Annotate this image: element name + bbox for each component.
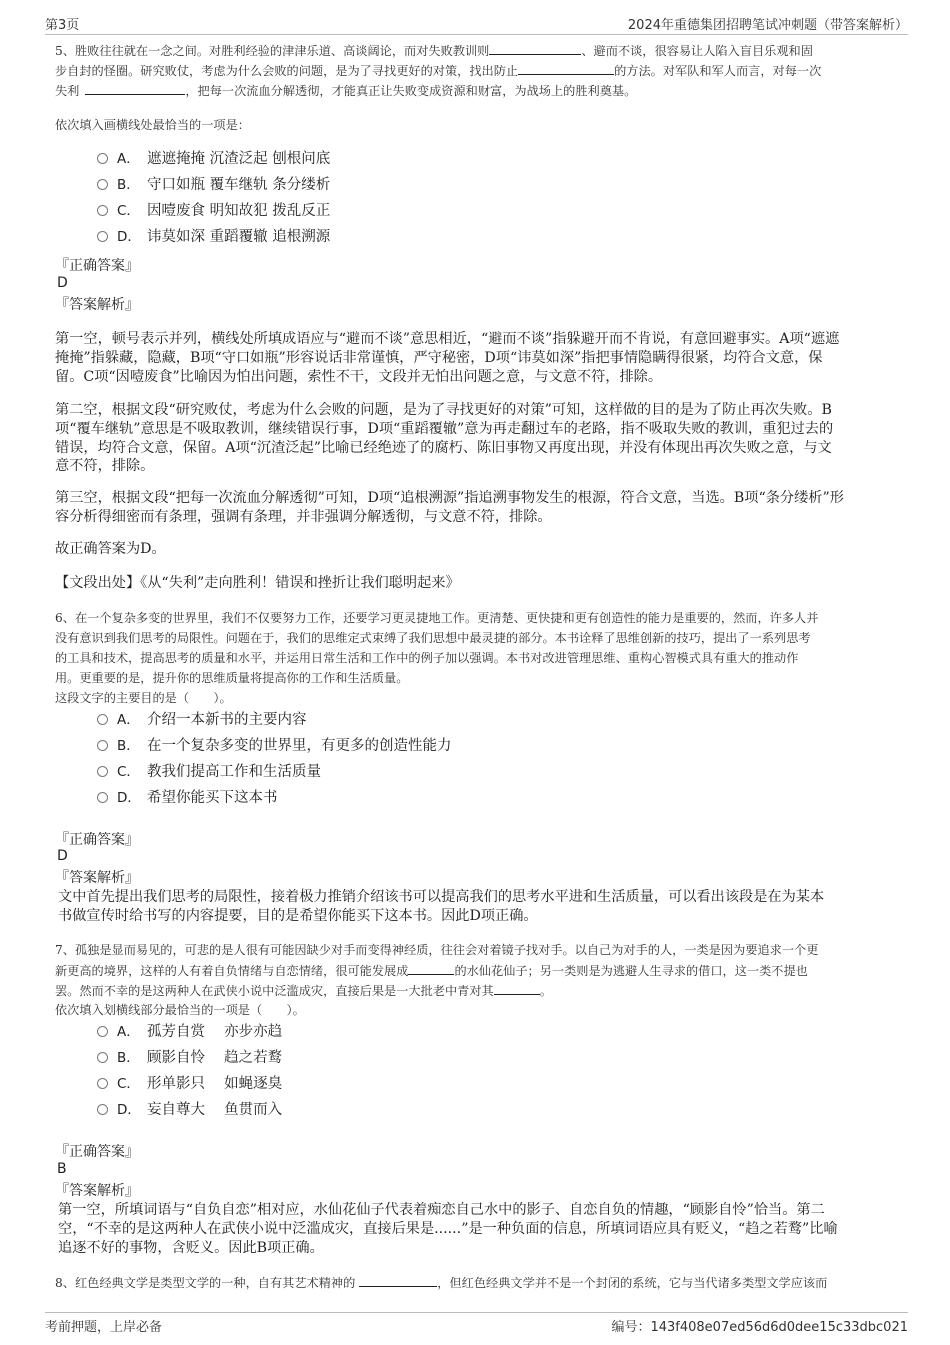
radio-icon[interactable] (97, 792, 108, 803)
q6-stem-line-3: 的工具和技术，提高思考的质量和水平，并运用日常生活和工作中的例子加以强调。本书对改进管理思维、重构心智模式具有重大的推动作 (55, 651, 799, 665)
q6-option-a[interactable]: A． 介绍一本新书的主要内容 (97, 710, 307, 730)
q6-stem-line-1: 6、在一个复杂多变的世界里，我们不仅要努力工作，还要学习更灵捷地工作。更清楚、更快捷和更有创造性的能力是重要的，然而，许多人并 (55, 611, 819, 625)
q5-analysis-para2-line1: 第二空，根据文段“研究败仗，考虑为什么会败的问题，是为了寻找更好的对策”可知，这样做的目的是为了防止再次失败。B (55, 402, 832, 418)
radio-icon[interactable] (97, 179, 108, 190)
q5-answer: D (57, 275, 68, 291)
q7-blank-1 (408, 960, 454, 975)
q7-option-a[interactable]: A． 孤芳自赏 亦步亦趋 (97, 1022, 282, 1042)
radio-icon[interactable] (97, 1104, 108, 1115)
q5-analysis-para2-line3: 错误，均符合文意，保留。A项“沉渣泛起”比喻已经绝迹了的腐朽、陈旧事物又再度出现，并没有体现出再次失败之意，与文 (55, 440, 832, 456)
radio-icon[interactable] (97, 231, 108, 242)
q5-analysis-para3-line1: 第三空，根据文段“把每一次流血分解透彻”可知，D项“追根溯源”指追溯事物发生的根源，符合文意，当选。B项“条分缕析”形 (55, 490, 844, 506)
radio-icon[interactable] (97, 205, 108, 216)
q5-analysis-para2-line2: 项“覆车继轨”意思是不吸取教训，继续错误行事，D项“重蹈覆辙”意为再走翻过车的老路，指不吸取失败的教训，重犯过去的 (55, 421, 834, 437)
q7-blank-2 (494, 980, 540, 995)
page-footer (45, 1312, 908, 1335)
q5-option-a[interactable]: A． 遮遮掩掩 沉渣泛起 刨根问底 (97, 149, 330, 169)
document-title: 2024年重德集团招聘笔试冲刺题（带答案解析） (627, 18, 908, 33)
q6-option-c[interactable]: C． 教我们提高工作和生活质量 (97, 762, 321, 782)
q5-option-b[interactable]: B． 守口如瓶 覆车继轨 条分缕析 (97, 175, 330, 195)
q5-analysis-label: 『答案解析』 (55, 297, 139, 313)
q5-analysis-para1-line1: 第一空，顿号表示并列，横线处所填成语应与“避而不谈”意思相近，“避而不谈”指躲避开而不肯说，有意回避事实。A项“遮遮 (55, 331, 840, 347)
radio-icon[interactable] (97, 1026, 108, 1037)
q7-analysis-line3: 追逐不好的事物，含贬义。因此B项正确。 (58, 1240, 324, 1256)
q5-blank-1 (489, 40, 581, 55)
q5-analysis-para2-line4: 意不符，排除。 (55, 458, 155, 474)
q5-answer-label: 『正确答案』 (55, 258, 139, 274)
q6-prompt: 这段文字的主要目的是（ ）。 (55, 691, 232, 705)
q7-analysis-line2: 空，“不幸的是这两种人在武侠小说中泛滥成灾，直接后果是......”是一种负面的信息，所填词语应具有贬义，“趋之若鹜”比喻 (58, 1221, 838, 1237)
q7-stem-line-1: 7、孤独是显而易见的，可悲的是人很有可能因缺少对手而变得神经质，往往会对着镜子找对手。以自己为对手的人，一类是因为要追求一个更 (55, 943, 819, 957)
radio-icon[interactable] (97, 1078, 108, 1089)
q7-stem-line-2: 新更高的境界，这样的人有着自负情绪与自恋情绪，很可能发展成 的水仙花仙子；另一类则是为逃避人生寻求的借口，这一类不提也 (55, 960, 895, 981)
q7-option-c[interactable]: C． 形单影只 如蝇逐臭 (97, 1074, 282, 1094)
q7-prompt: 依次填入划横线部分最恰当的一项是（ ）。 (55, 1003, 305, 1017)
q7-analysis-label: 『答案解析』 (55, 1183, 139, 1199)
q5-option-d[interactable]: D． 讳莫如深 重蹈覆辙 追根溯源 (97, 227, 330, 247)
q6-stem-line-4: 用。更重要的是，提升你的思维质量将提高你的工作和生活质量。 (55, 671, 409, 685)
footer-code: 编号：143f408e07ed56d6d0dee15c33dbc021 (611, 1320, 908, 1335)
q7-option-d[interactable]: D． 妄自尊大 鱼贯而入 (97, 1100, 282, 1120)
q5-source: 【文段出处】《从“失利”走向胜利！错误和挫折让我们聪明起来》 (55, 575, 460, 591)
q5-stem-line-1: 5、胜败往往就在一念之间。对胜利经验的津津乐道、高谈阔论，而对失败教训则 、避而不谈，很容易让人陷入盲目乐观和固 (55, 40, 895, 61)
q6-answer-label: 『正确答案』 (55, 832, 139, 848)
q5-prompt: 依次填入画横线处最恰当的一项是： (55, 118, 250, 132)
footer-slogan: 考前押题，上岸必备 (45, 1320, 163, 1335)
q6-stem-line-2: 没有意识到我们思考的局限性。问题在于，我们的思维定式束缚了我们思想中最灵捷的部分。本书诠释了思维创新的技巧，提出了一系列思考 (55, 631, 811, 645)
radio-icon[interactable] (97, 153, 108, 164)
document-code: 143f408e07ed56d6d0dee15c33dbc021 (650, 1320, 908, 1335)
q6-analysis-label: 『答案解析』 (55, 870, 139, 886)
q5-analysis-para1-line3: 留。C项“因噎废食”比喻因为怕出问题，索性不干，文段并无怕出问题之意，与文意不符，排除。 (55, 369, 663, 385)
radio-icon[interactable] (97, 714, 108, 725)
q6-option-d[interactable]: D． 希望你能买下这本书 (97, 788, 278, 808)
q6-analysis-line1: 文中首先提出我们思考的局限性，接着极力推销介绍该书可以提高我们的思考水平进和生活质量，可以看出该段是在为某本 (58, 889, 825, 905)
q8-stem-line-1: 8、红色经典文学是类型文学的一种，自有其艺术精神的 ，但红色经典文学并不是一个封闭的系统，它与当代诸多类型文学应该而 (55, 1272, 895, 1293)
q6-answer: D (57, 848, 68, 864)
q5-blank-2 (518, 60, 614, 75)
q5-conclusion: 故正确答案为D。 (55, 541, 166, 557)
page-header (45, 12, 908, 35)
q7-analysis-line1: 第一空，所填词语与“自负自恋”相对应，水仙花仙子代表着痴恋自己水中的影子、自恋自负的情趣，“顾影自怜”恰当。第二 (58, 1202, 825, 1218)
q7-stem-line-3: 罢。然而不幸的是这两种人在武侠小说中泛滥成灾，直接后果是一大批老中青对其 。 (55, 980, 895, 1001)
q5-analysis-para1-line2: 掩掩”指躲藏，隐藏，B项“守口如瓶”形容说话非常谨慎，严守秘密，D项“讳莫如深”指把事情隐瞒得很紧，均符合文意，保 (55, 350, 823, 366)
q6-analysis-line2: 书做宣传时给书写的内容提要，目的是希望你能买下这本书。因此D项正确。 (58, 908, 538, 924)
q5-stem-line-2: 步自封的怪圈。研究败仗，考虑为什么会败的问题，是为了寻找更好的对策，找出防止 的方法。对军队和军人而言，对每一次 (55, 60, 895, 81)
radio-icon[interactable] (97, 1052, 108, 1063)
q8-blank-1 (359, 1272, 437, 1287)
q5-option-c[interactable]: C． 因噎废食 明知故犯 拨乱反正 (97, 201, 330, 221)
q7-answer-label: 『正确答案』 (55, 1144, 139, 1160)
page-number: 第3页 (45, 18, 80, 33)
q6-option-b[interactable]: B． 在一个复杂多变的世界里，有更多的创造性能力 (97, 736, 452, 756)
q5-blank-3 (85, 80, 185, 95)
radio-icon[interactable] (97, 766, 108, 777)
q7-option-b[interactable]: B． 顾影自怜 趋之若鹜 (97, 1048, 282, 1068)
q7-answer: B (57, 1161, 67, 1177)
radio-icon[interactable] (97, 740, 108, 751)
q5-stem-line-3: 失利 ，把每一次流血分解透彻，才能真正让失败变成资源和财富，为战场上的胜利奠基。 (55, 80, 895, 101)
q5-analysis-para3-line2: 容分析得细密而有条理，强调有条理，并非强调分解透彻，与文意不符，排除。 (55, 509, 552, 525)
